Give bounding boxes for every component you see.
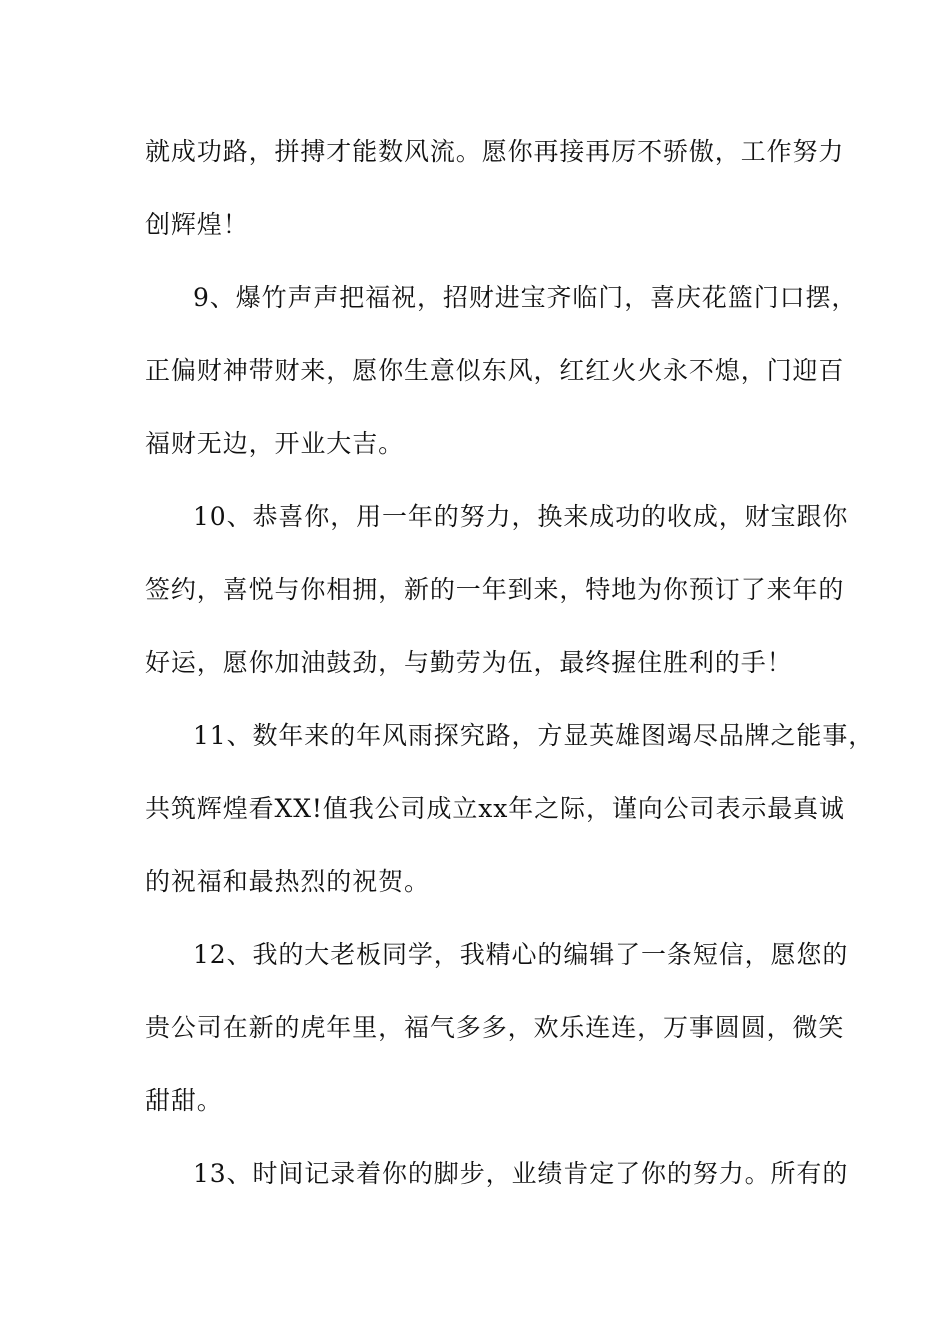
text-line: 就成功路，拼搏才能数风流。愿你再接再厉不骄傲，工作努力 [145,137,845,166]
text-line: 好运，愿你加油鼓劲，与勤劳为伍，最终握住胜利的手！ [145,648,793,677]
text-line: 正偏财神带财来，愿你生意似东风，红红火火永不熄，门迎百 [145,356,845,385]
text-line: 共筑辉煌看XX!值我公司成立xx年之际，谨向公司表示最真诚 [145,794,845,823]
paragraph-13-start: 13、时间记录着你的脚步，业绩肯定了你的努力。所有的 [193,1159,849,1188]
paragraph-11-start: 11、数年来的年风雨探究路，方显英雄图竭尽品牌之能事， [193,721,875,750]
text-line: 甜甜。 [145,1086,223,1115]
text-line: 的祝福和最热烈的祝贺。 [145,867,430,896]
text-line: 签约，喜悦与你相拥，新的一年到来，特地为你预订了来年的 [145,575,845,604]
text-line: 创辉煌！ [145,210,249,239]
paragraph-9-start: 9、爆竹声声把福祝，招财进宝齐临门，喜庆花篮门口摆， [193,283,858,312]
paragraph-10-start: 10、恭喜你，用一年的努力，换来成功的收成，财宝跟你 [193,502,849,531]
paragraph-12-start: 12、我的大老板同学，我精心的编辑了一条短信，愿您的 [193,940,849,969]
text-line: 福财无边，开业大吉。 [145,429,405,458]
text-line: 贵公司在新的虎年里，福气多多，欢乐连连，万事圆圆，微笑 [145,1013,845,1042]
